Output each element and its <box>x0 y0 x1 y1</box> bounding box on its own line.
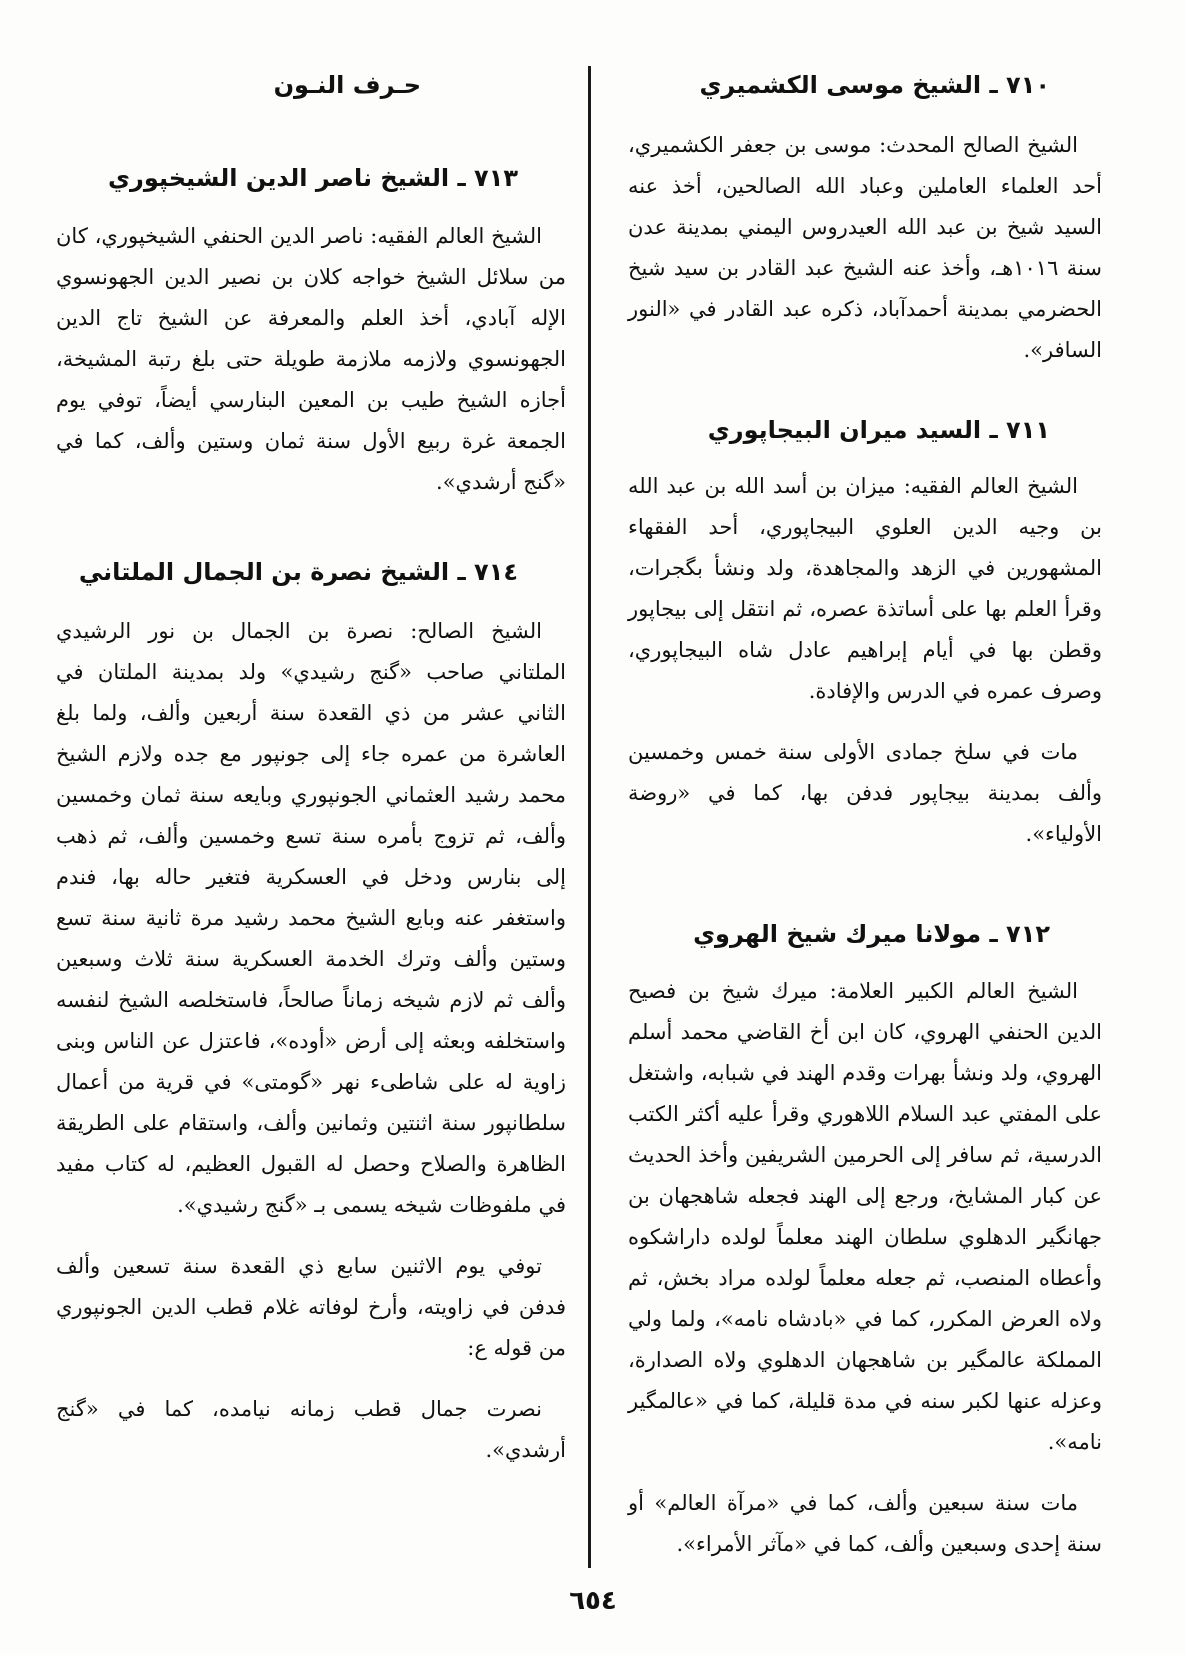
right-column <box>628 70 1102 1565</box>
left-column <box>56 70 566 1471</box>
entry-711-death-paragraph: مات في سلخ جمادى الأولى سنة خمس وخمسين وألف بمدينة بيجاپور فدفن بها، كما في «روضة الأولياء». <box>628 740 1102 847</box>
entry-710-title: ٧١٠ ـ الشيخ موسى الكشميري <box>699 71 1050 99</box>
page-number: ٦٥٤ <box>569 1586 617 1616</box>
entry-714-death-paragraph: توفي يوم الاثنين سابع ذي القعدة سنة تسعين وألف فدفن في زاويته، وأرخ لوفاته غلام قطب الدين الجونپوري من قوله ع: <box>56 1253 566 1360</box>
entry-714-paragraph: الشيخ الصالح: نصرة بن الجمال بن نور الرشيدي الملتاني صاحب «گنج رشيدي» ولد بمدينة الملتان في الثاني عشر من ذي القعدة سنة أربعين وألف، ولما بلغ العاشرة من عمره جاء إلى جونپور مع جده ولازم الشيخ محمد رشيد العثماني الجونپوري وبايعه سنة ثمان وخمسين وألف، ثم تزوج بأمره سنة تسع وخمسين وألف، ثم ذهب إلى بنارس ودخل في العسكرية فتغير حاله بها، فندم واستغفر عنه وبايع الشيخ محمد رشيد مرة ثانية سنة تسع وستين وألف وترك الخدمة العسكرية سنة ثلاث وسبعين وألف ثم لازم شيخه زماناً صالحاً، فاستخلصه الشيخ لنفسه واستخلفه وبعثه إلى أرض «أوده»، فاعتزل عن الناس وبنى زاوية له على شاطىء نهر «گومتى» في قرية من أعمال سلطانپور سنة اثنتين وثمانين وألف، واستقام على الطريقة الظاهرة والصلاح وحصل له القبول العظيم، له كتاب مفيد في ملفوظات شيخه يسمى بـ «گنج رشيدي». <box>56 618 566 1217</box>
entry-712-paragraph: الشيخ العالم الكبير العلامة: ميرك شيخ بن فصيح الدين الحنفي الهروي، كان ابن أخ القاضي محمد أسلم الهروي، ولد ونشأ بهرات وقدم الهند في شبابه، واشتغل على المفتي عبد السلام اللاهوري وقرأ عليه أكثر الكتب الدرسية، ثم سافر إلى الحرمين الشريفين وأخذ الحديث عن كبار المشايخ، ورجع إلى الهند فجعله شاهجهان بن جهانگير الدهلوي سلطان الهند معلماً لولده داراشكوه وأعطاه المنصب، ثم جعله معلماً لولده مراد بخش، ثم ولاه العرض المكرر، كما في «بادشاه نامه»، ولما ولي المملكة عالمگير بن شاهجهان الدهلوي ولاه الصدارة، وعزله عنها لكبر سنه في مدة قليلة، كما في «عالمگير نامه». <box>628 978 1102 1454</box>
entry-714-quote-paragraph: نصرت جمال قطب زمانه نيامده، كما في «گنج أرشدي». <box>56 1396 566 1462</box>
entry-713-paragraph: الشيخ العالم الفقيه: ناصر الدين الحنفي الشيخپوري، كان من سلائل الشيخ خواجه كلان بن نصير الدين الجهونسوي الإله آبادي، أخذ العلم والمعرفة عن الشيخ تاج الدين الجهونسوي ولازمه ملازمة طويلة حتى بلغ رتبة المشيخة، أجازه الشيخ طيب بن المعين البنارسي أيضاً، توفي يوم الجمعة غرة ربيع الأول سنة ثمان وستين وألف، كما في «گنج أرشدي». <box>56 224 566 495</box>
entry-714-title: ٧١٤ ـ الشيخ نصرة بن الجمال الملتاني <box>78 558 518 587</box>
column-divider <box>588 66 591 1568</box>
section-header-letter-nun: حـرف النـون <box>273 71 421 99</box>
entry-712-title: ٧١٢ ـ مولانا ميرك شيخ الهروي <box>693 920 1050 949</box>
entry-711-title: ٧١١ ـ السيد ميران البيجاپوري <box>707 416 1050 445</box>
entry-711-paragraph: الشيخ العالم الفقيه: ميزان بن أسد الله بن عبد الله بن وجيه الدين العلوي البيجاپوري، أحد الفقهاء المشهورين في الزهد والمجاهدة، ولد ونشأ بگجرات، وقرأ العلم بها على أساتذة عصره، ثم انتقل إلى بيجاپور وقطن بها في أيام إبراهيم عادل شاه البيجاپوري، وصرف عمره في الدرس والإفادة. <box>628 474 1102 704</box>
entry-710-paragraph: الشيخ الصالح المحدث: موسى بن جعفر الكشميري، أحد العلماء العاملين وعباد الله الصالحين، أخذ عنه السيد شيخ بن عبد الله العيدروس اليمني بمدينة عدن سنة ١٠١٦هـ، وأخذ عنه الشيخ عبد القادر بن سيد شيخ الحضرمي بمدينة أحمدآباد، ذكره عبد القادر في «النور السافر». <box>628 133 1102 363</box>
entry-712-death-paragraph: مات سنة سبعين وألف، كما في «مرآة العالم» أو سنة إحدى وسبعين وألف، كما في «مآثر الأمراء». <box>628 1490 1102 1556</box>
entry-713-title: ٧١٣ ـ الشيخ ناصر الدين الشيخپوري <box>108 164 518 193</box>
